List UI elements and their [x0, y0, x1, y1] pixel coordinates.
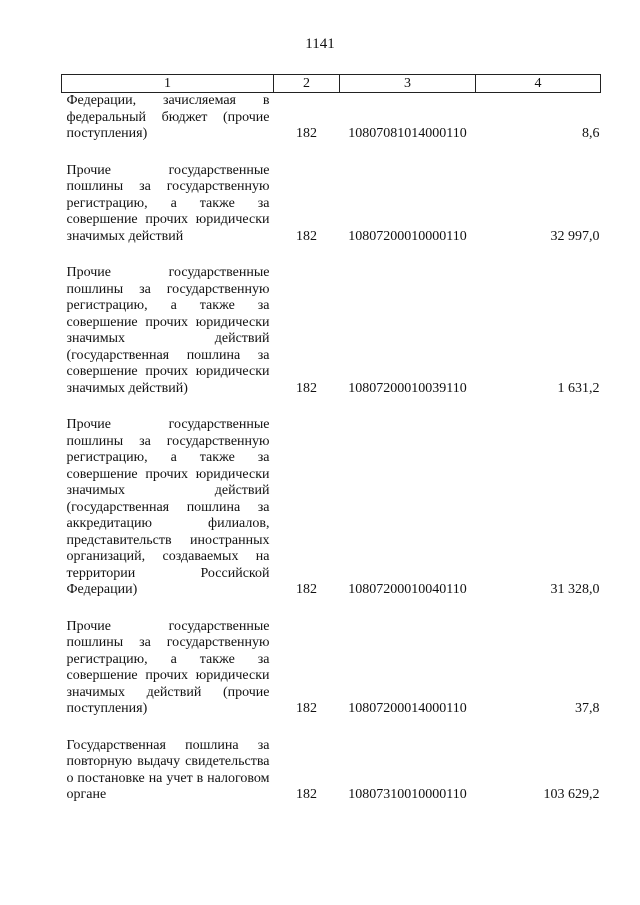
table-row	[62, 619, 601, 718]
row-budget-code: 10807200010040110	[348, 582, 467, 597]
row-description: Федерации, зачисляемая в федеральный бюджет (прочие поступления)	[66, 93, 270, 141]
column-header-3: 3	[340, 75, 476, 93]
row-admin-code: 182	[296, 228, 317, 244]
row-description: Государственная пошлина за повторную выдачу свидетельства о постановке на учет в налоговом органе	[66, 737, 270, 802]
table-row	[62, 417, 601, 599]
row-admin-code: 182	[296, 787, 317, 802]
table-row	[62, 93, 601, 143]
row-admin-code: 182	[296, 380, 317, 396]
table-row	[62, 265, 601, 397]
row-description: Прочие государственные пошлины за государственную регистрацию, а также за совершение прочих юридически значимых действий (государственная пошлина за аккредитацию филиалов, представительств иностранных организаций, создаваемых на территории Российской Федерации)	[66, 417, 270, 597]
table-header-row	[62, 75, 601, 93]
row-budget-code: 10807081014000110	[348, 126, 467, 141]
page-number: 1141	[305, 36, 335, 52]
row-amount: 32 997,0	[550, 228, 600, 244]
row-admin-code: 182	[296, 126, 317, 141]
row-amount: 103 629,2	[543, 787, 600, 802]
column-header-4: 4	[476, 75, 601, 93]
row-amount: 1 631,2	[557, 380, 600, 396]
row-budget-code: 10807310010000110	[348, 787, 467, 802]
column-header-1: 1	[62, 75, 274, 93]
row-description: Прочие государственные пошлины за государственную регистрацию, а также за совершение прочих юридически значимых действий	[66, 162, 270, 244]
row-amount: 37,8	[575, 701, 600, 716]
row-admin-code: 182	[296, 582, 317, 597]
row-budget-code: 10807200010039110	[348, 380, 467, 396]
row-description: Прочие государственные пошлины за государственную регистрацию, а также за совершение прочих юридически значимых действий (государственная пошлина за совершение прочих юридически значимых действий)	[66, 265, 270, 396]
row-amount: 31 328,0	[550, 582, 600, 597]
row-amount: 8,6	[582, 126, 600, 141]
row-budget-code: 10807200014000110	[348, 701, 467, 716]
row-admin-code: 182	[296, 701, 317, 716]
row-budget-code: 10807200010000110	[348, 228, 467, 244]
budget-table	[61, 74, 601, 804]
row-description: Прочие государственные пошлины за государственную регистрацию, а также за совершение прочих юридически значимых действий (прочие поступления)	[66, 618, 270, 716]
column-header-2: 2	[274, 75, 340, 93]
table-row	[62, 738, 601, 804]
table-row	[62, 163, 601, 246]
